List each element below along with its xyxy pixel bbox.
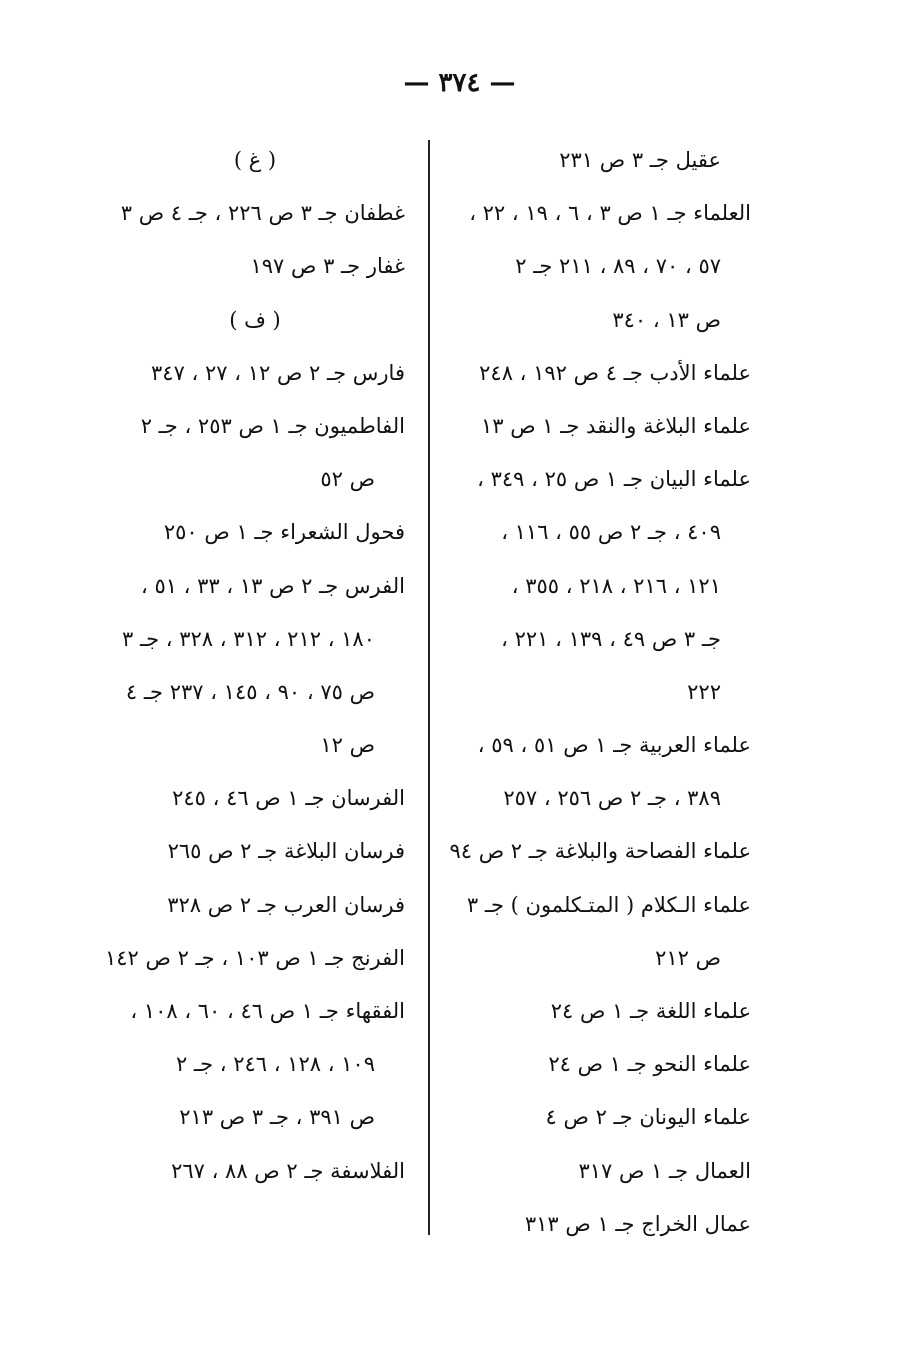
index-entry: فحول الشعراء جـ ١ ص ٢٥٠ — [163, 520, 405, 545]
index-entry: ٢٢٢ — [687, 679, 721, 704]
page-number: — ٣٧٤ — — [403, 68, 516, 98]
index-entry: فرسان العرب جـ ٢ ص ٣٢٨ — [167, 892, 405, 917]
index-entry: فارس جـ ٢ ص ١٢ ، ٢٧ ، ٣٤٧ — [151, 360, 405, 385]
index-entry: فرسان البلاغة جـ ٢ ص ٢٦٥ — [167, 839, 405, 864]
index-entry: الفرس جـ ٢ ص ١٣ ، ٣٣ ، ٥١ ، — [140, 573, 405, 598]
index-entry: الفرسان جـ ١ ص ٤٦ ، ٢٤٥ — [172, 786, 405, 811]
index-entry: علماء البيان جـ ١ ص ٢٥ ، ٣٤٩ ، — [477, 467, 751, 492]
index-entry: علماء الأدب جـ ٤ ص ١٩٢ ، ٢٤٨ — [479, 360, 751, 385]
index-entry: عمال الخراج جـ ١ ص ٣١٣ — [524, 1211, 751, 1236]
index-entry: علماء البلاغة والنقد جـ ١ ص ١٣ — [480, 413, 751, 438]
index-entry: علماء اليونان جـ ٢ ص ٤ — [545, 1105, 751, 1130]
index-entry: علماء الـكلام ( المتـكلمون ) جـ ٣ — [466, 892, 751, 917]
index-entry: ص ١٢ — [320, 733, 375, 758]
index-entry: علماء النحو جـ ١ ص ٢٤ — [548, 1052, 751, 1077]
index-entry: ص ٧٥ ، ٩٠ ، ١٤٥ ، ٢٣٧ جـ ٤ — [125, 679, 375, 704]
index-entry: الفلاسفة جـ ٢ ص ٨٨ ، ٢٦٧ — [171, 1158, 405, 1183]
index-entry: غفار جـ ٣ ص ١٩٧ — [250, 254, 405, 279]
index-entry: الفاطميون جـ ١ ص ٢٥٣ ، جـ ٢ — [140, 413, 405, 438]
section-letter-heading: ( غ ) — [233, 148, 277, 172]
index-entry: ص ٥٢ — [320, 467, 375, 492]
section-letter-heading: ( ف ) — [229, 307, 281, 332]
left-column — [105, 134, 405, 1198]
index-entry: ص ١٣ ، ٣٤٠ — [612, 307, 721, 332]
index-entry: غطفان جـ ٣ ص ٢٢٦ ، جـ ٤ ص ٣ — [120, 201, 405, 226]
index-entry: علماء الفصاحة والبلاغة جـ ٢ ص ٩٤ — [449, 839, 751, 864]
index-entry: العمال جـ ١ ص ٣١٧ — [578, 1158, 751, 1183]
index-entry: ٥٧ ، ٧٠ ، ٨٩ ، ٢١١ جـ ٢ — [515, 254, 721, 279]
index-entry: ١٨٠ ، ٢١٢ ، ٣١٢ ، ٣٢٨ ، جـ ٣ — [121, 626, 375, 651]
index-entry: ٤٠٩ ، جـ ٢ ص ٥٥ ، ١١٦ ، — [501, 520, 721, 545]
index-entry: عقيل جـ ٣ ص ٢٣١ — [559, 148, 721, 172]
index-entry: الفقهاء جـ ١ ص ٤٦ ، ٦٠ ، ١٠٨ ، — [130, 999, 405, 1023]
column-divider — [428, 140, 430, 1235]
right-column — [451, 134, 751, 1251]
index-entry: ٣٨٩ ، جـ ٢ ص ٢٥٦ ، ٢٥٧ — [503, 786, 721, 811]
index-entry: ص ٣٩١ ، جـ ٣ ص ٢١٣ — [179, 1105, 375, 1130]
index-entry: جـ ٣ ص ٤٩ ، ١٣٩ ، ٢٢١ ، — [501, 626, 721, 651]
index-entry: علماء العربية جـ ١ ص ٥١ ، ٥٩ ، — [477, 733, 751, 758]
index-entry: ص ٢١٢ — [655, 945, 721, 970]
index-entry: العلماء جـ ١ ص ٣ ، ٦ ، ١٩ ، ٢٢ ، — [469, 201, 751, 226]
index-entry: علماء اللغة جـ ١ ص ٢٤ — [550, 999, 751, 1023]
index-entry: الفرنج جـ ١ ص ١٠٣ ، جـ ٢ ص ١٤٢ — [104, 945, 405, 970]
index-entry: ١٢١ ، ٢١٦ ، ٢١٨ ، ٣٥٥ ، — [511, 573, 721, 598]
index-entry: ١٠٩ ، ١٢٨ ، ٢٤٦ ، جـ ٢ — [175, 1052, 375, 1077]
